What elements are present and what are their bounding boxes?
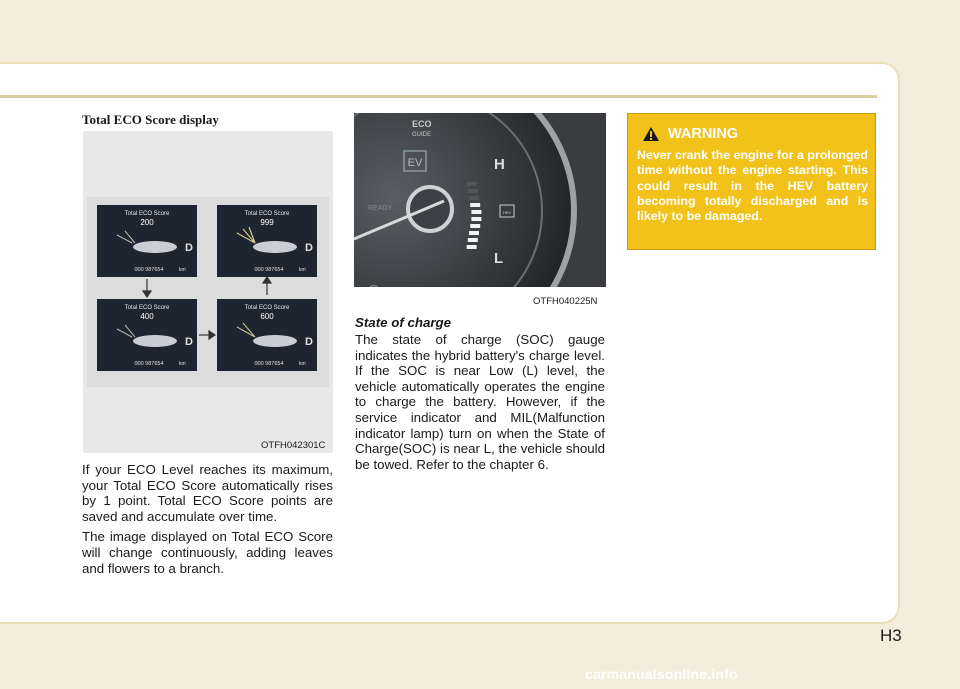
svg-text:D: D [305, 336, 313, 348]
score-panel-1 [97, 205, 197, 277]
soc-segment [469, 231, 479, 235]
svg-text:GUIDE: GUIDE [412, 132, 432, 138]
svg-text:km: km [179, 267, 186, 273]
svg-text:H: H [494, 156, 505, 173]
svg-text:000 987654: 000 987654 [254, 361, 284, 367]
svg-text:Total ECO Score: Total ECO Score [124, 305, 170, 311]
svg-text:Total ECO Score: Total ECO Score [244, 211, 290, 217]
soc-gauge-illustration [354, 113, 606, 310]
svg-text:Total ECO Score: Total ECO Score [124, 211, 170, 217]
middle-column-text [355, 332, 605, 477]
svg-text:ECO: ECO [412, 119, 432, 129]
svg-text:000 987654: 000 987654 [254, 267, 284, 273]
svg-text:km: km [299, 267, 306, 273]
svg-text:000 987654: 000 987654 [134, 267, 164, 273]
section-title: Total ECO Score display [82, 112, 219, 127]
soc-segment [470, 203, 480, 207]
svg-text:000 987654: 000 987654 [134, 361, 164, 367]
score-panel-2 [217, 205, 317, 277]
soc-segment [468, 238, 478, 242]
soc-segment [470, 224, 480, 228]
score-panel-3 [97, 299, 197, 371]
svg-text:L: L [494, 250, 504, 267]
svg-text:READY: READY [368, 205, 393, 212]
eco-score-figure [83, 131, 333, 453]
soc-segment [471, 210, 481, 214]
paragraph: The image displayed on Total ECO Score will change continuously, adding leaves and flowers to a branch. [82, 529, 333, 576]
page-number: H3 [880, 626, 902, 645]
watermark: carmanualsonline.info [585, 666, 738, 682]
soc-segment [467, 245, 477, 249]
svg-text:200: 200 [140, 218, 154, 227]
warning-icon [642, 126, 660, 142]
soc-gauge-figure [354, 113, 606, 310]
svg-text:999: 999 [260, 218, 274, 227]
soc-segment [469, 196, 479, 200]
figure-code-1: OTFH042301C [261, 440, 326, 451]
svg-text:D: D [185, 242, 193, 254]
left-column-text [82, 462, 333, 581]
svg-text:km: km [179, 361, 186, 367]
svg-text:600: 600 [260, 312, 274, 321]
score-panel-4 [217, 299, 317, 371]
paragraph: If your ECO Level reaches its maximum, your Total ECO Score automatically rises by 1 point. Total ECO Score points are saved and accumulate over time. [82, 462, 333, 524]
svg-text:km: km [299, 361, 306, 367]
paragraph: The state of charge (SOC) gauge indicates the hybrid battery's charge level. If the SOC is near Low (L) level, the vehicle automatically operates the engine to charge the battery. However, if the service indicator and MIL(Malfunction indicator lamp) turn on when the State of Charge(SOC) is near L, the vehicle should be towed. Refer to the chapter 6. [355, 332, 605, 472]
header-rule [0, 95, 877, 98]
eco-score-panels-illustration [83, 131, 333, 453]
warning-title: WARNING [668, 126, 739, 142]
soc-segment [471, 217, 481, 221]
svg-text:EV: EV [407, 157, 423, 169]
soc-segment [468, 189, 478, 193]
svg-text:D: D [185, 336, 193, 348]
svg-text:D: D [305, 242, 313, 254]
soc-segment [467, 182, 477, 186]
warning-text: Never crank the engine for a prolonged time without the engine starting. This could result in the HEV battery becoming totally discharged and is likely to be damaged. [637, 148, 868, 224]
svg-text:Total ECO Score: Total ECO Score [244, 305, 290, 311]
svg-text:HEV: HEV [502, 210, 512, 215]
figure-code-2: OTFH040225N [533, 296, 598, 307]
svg-text:400: 400 [140, 312, 154, 321]
warning-box [627, 113, 876, 250]
subheading: State of charge [355, 315, 452, 330]
